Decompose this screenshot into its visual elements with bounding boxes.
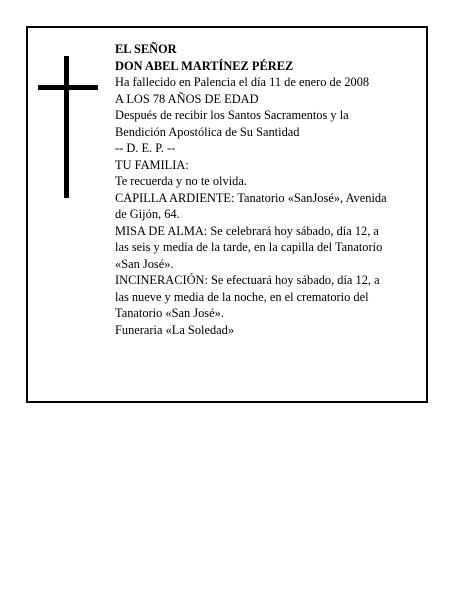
heading-title: EL SEÑOR [115, 42, 177, 56]
death-announcement: Ha fallecido en Palencia el día 11 de enero de 2008 [115, 75, 370, 89]
age-line: A LOS 78 AÑOS DE EDAD [115, 91, 259, 106]
cross-horizontal-bar [38, 85, 98, 90]
sacraments-line-2: Bendición Apostólica de Su Santidad [115, 124, 300, 139]
family-message: Te recuerda y no te olvida. [115, 174, 247, 188]
cremation-line-3: Tanatorio «San José». [115, 306, 224, 320]
family-heading: TU FAMILIA: [115, 157, 189, 172]
obituary-notice-frame [26, 26, 428, 403]
cross-vertical-bar [64, 56, 69, 198]
cremation-line-1: INCINERACIÓN: Se efectuará hoy sábado, día 12, a [115, 273, 380, 287]
chapel-line-1: CAPILLA ARDIENTE: Tanatorio «SanJosé», Avenida [115, 190, 387, 205]
chapel-line-2: de Gijón, 64. [115, 207, 180, 221]
mass-line-1: MISA DE ALMA: Se celebrará hoy sábado, día 12, a [115, 223, 379, 238]
mass-line-3: «San José». [115, 256, 174, 271]
mass-line-2: las seis y media de la tarde, en la capilla del Tanatorio [115, 240, 383, 254]
obituary-text [115, 41, 417, 338]
sacraments-line-1: Después de recibir los Santos Sacramentos y la [115, 108, 349, 122]
cremation-line-2: las nueve y media de la noche, en el crematorio del [115, 289, 369, 304]
deceased-name: DON ABEL MARTÍNEZ PÉREZ [115, 58, 294, 73]
rip-line: -- D. E. P. -- [115, 141, 176, 155]
cross-icon [38, 56, 98, 198]
funeral-home: Funeraria «La Soledad» [115, 322, 235, 337]
